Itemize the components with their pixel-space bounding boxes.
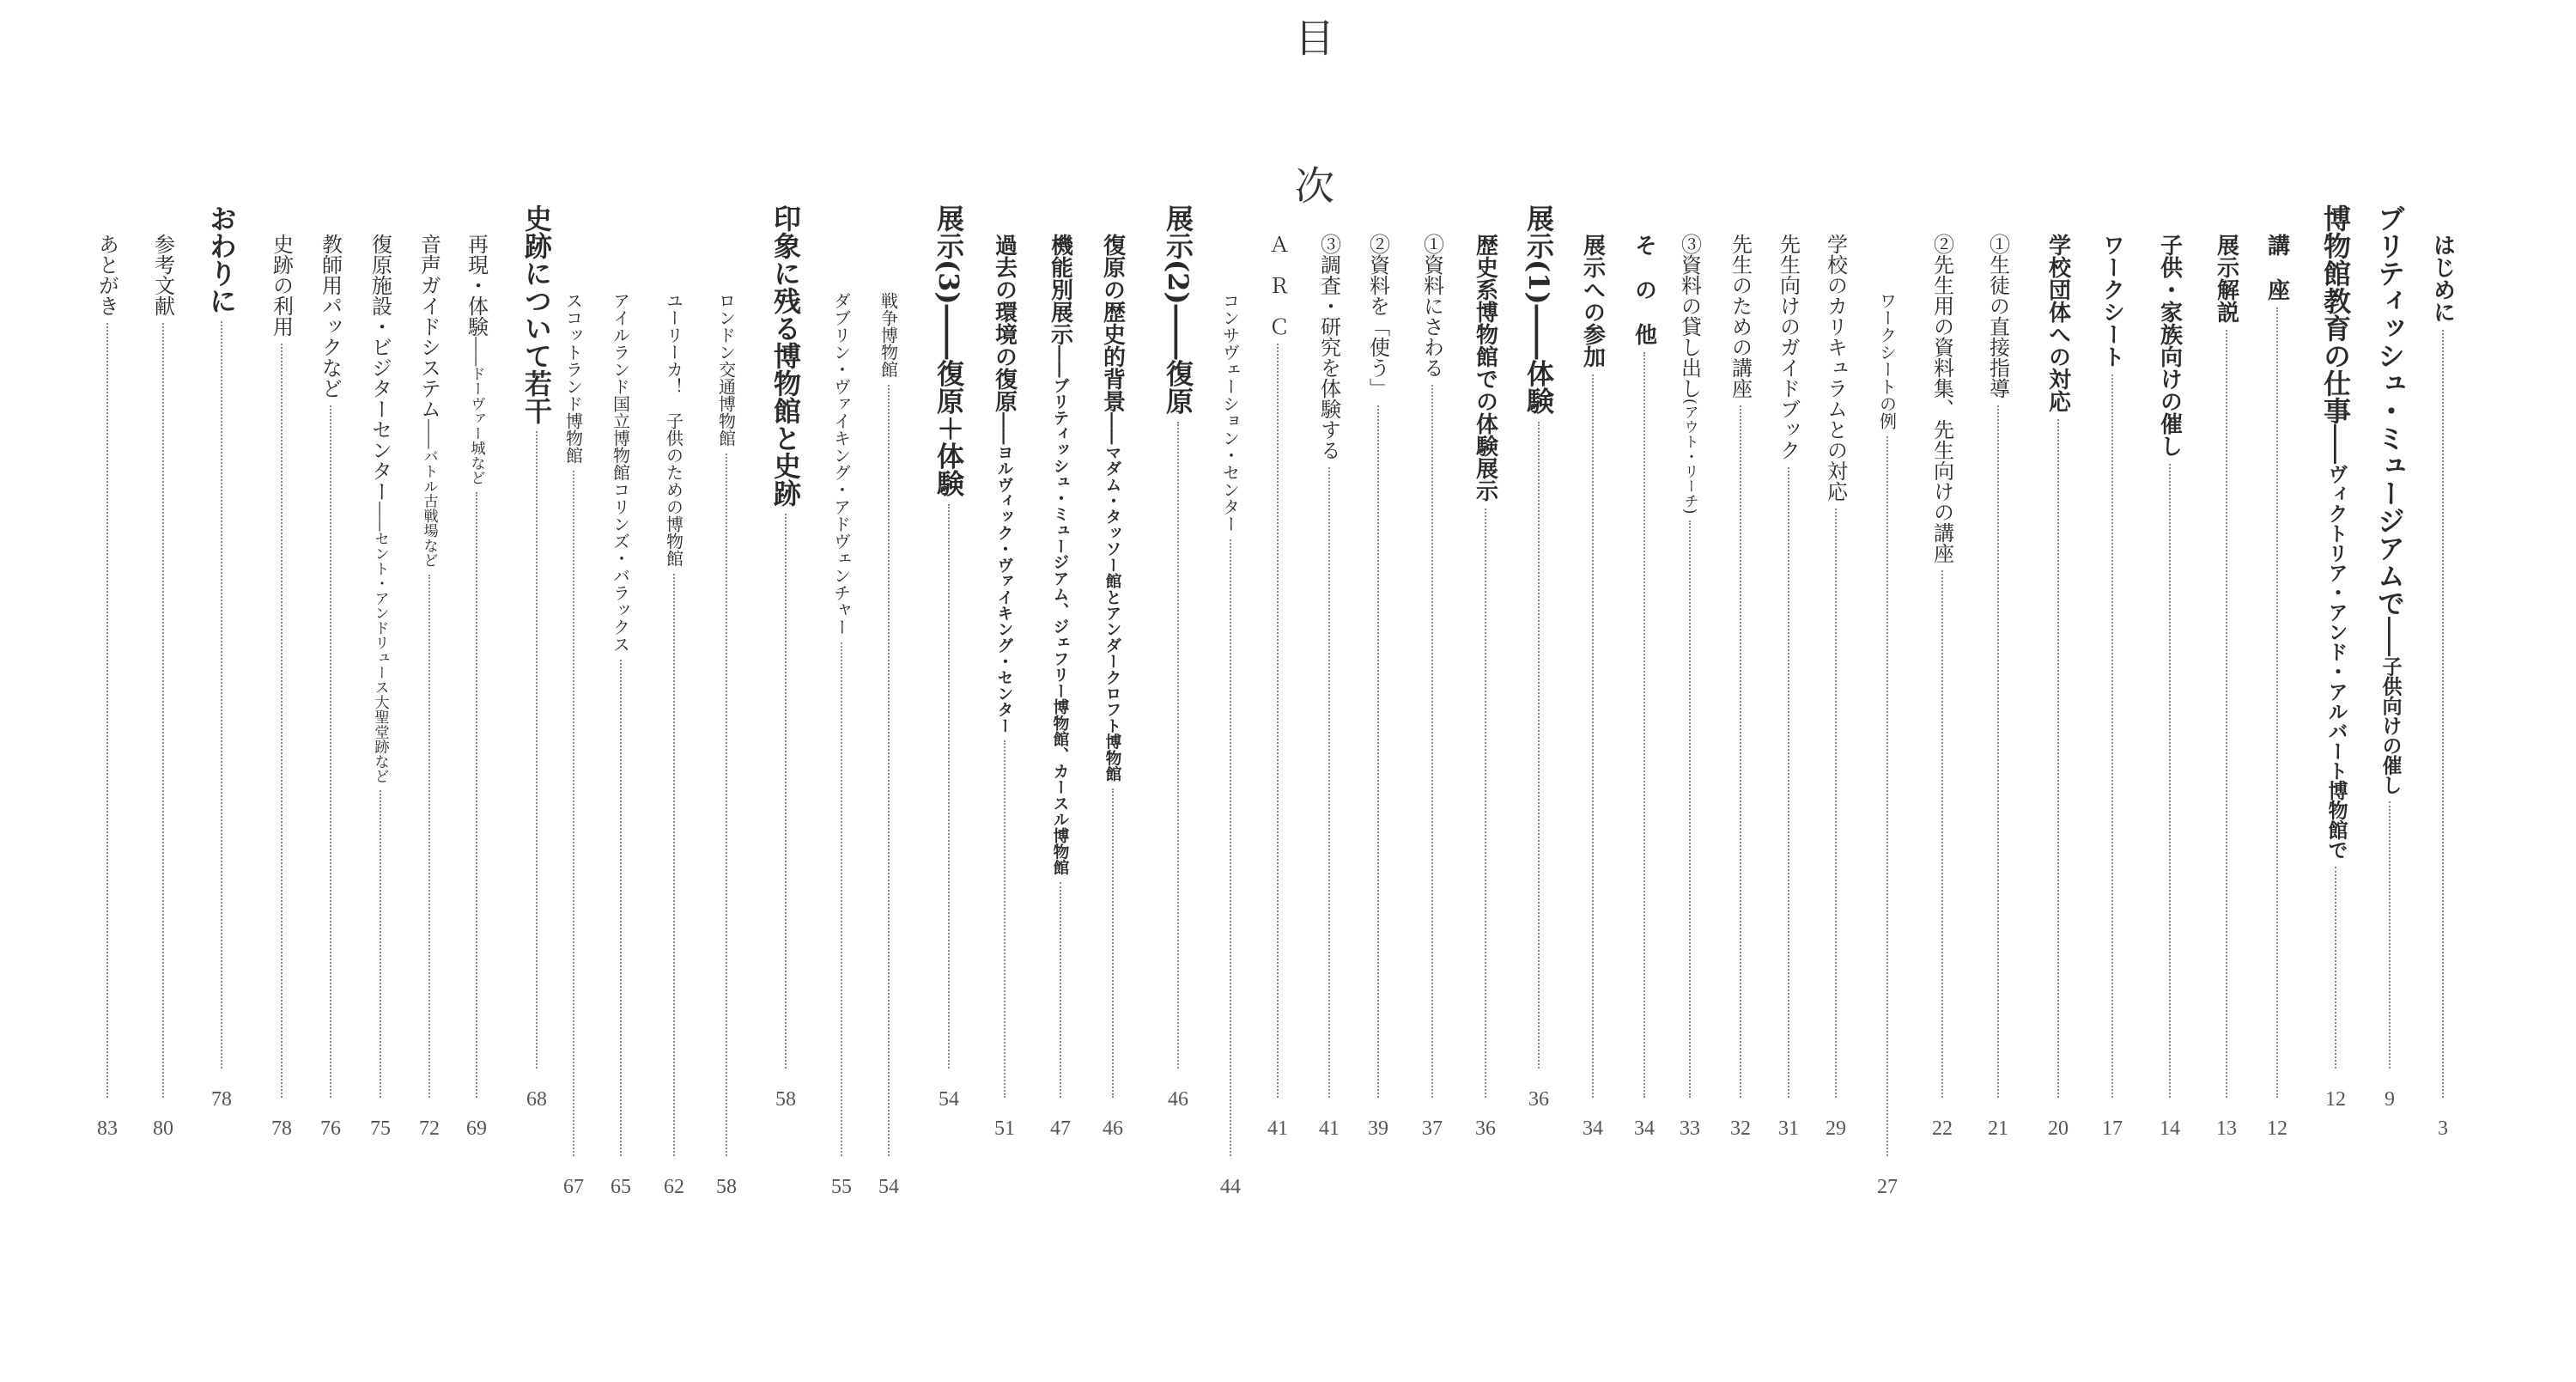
toc-leader-dots (573, 471, 574, 1156)
toc-entry (701, 292, 752, 1202)
toc-page-number: 29 (1826, 1117, 1846, 1140)
toc-page-number: 22 (1932, 1117, 1953, 1140)
toc-leader-dots (1328, 467, 1330, 1098)
toc-leader-dots (2057, 419, 2059, 1098)
toc-leader-dots (1112, 788, 1114, 1098)
toc-page-number: 58 (775, 1088, 796, 1111)
toc-leader-dots (2111, 374, 2113, 1098)
toc-page-number: 3 (2438, 1117, 2448, 1140)
toc-entry-title: ③調査・研究を体験する (1316, 234, 1341, 460)
toc-entry-title: 教師用パックなど (318, 234, 343, 399)
toc-page-number: 34 (1634, 1117, 1655, 1140)
toc-page-number: 80 (153, 1117, 173, 1140)
toc-entry-title: 復原の歴史的背景 (1099, 234, 1126, 412)
toc-entry-subtitle: ――ヨルヴィック・ヴァイキング・センター (994, 412, 1014, 734)
toc-entry (1664, 234, 1716, 1144)
toc-leader-dots (476, 492, 477, 1098)
toc-entry-title: ②資料を「使う」 (1365, 234, 1390, 399)
toc-leader-dots (785, 514, 787, 1068)
toc-leader-dots (2276, 307, 2278, 1098)
toc-entry (404, 234, 455, 1144)
toc-entry-title: 戦争博物館 (878, 292, 899, 378)
toc-entry-line (1097, 234, 1129, 1105)
toc-entry (2032, 234, 2084, 1144)
toc-page-number: 12 (2267, 1117, 2287, 1140)
toc-entry (979, 234, 1030, 1144)
toc-entry-line (1928, 234, 1958, 1105)
toc-entry (760, 204, 811, 1115)
toc-leader-dots (1060, 882, 1061, 1098)
toc-entry-title: 展示(3)――復原＋体験 (933, 204, 965, 497)
toc-entry-line (1158, 204, 1198, 1075)
toc-leader-dots (620, 660, 622, 1156)
toc-entry-title: おわりに (205, 204, 238, 314)
toc-entry-line (1315, 234, 1345, 1105)
toc-page-number: 12 (2325, 1088, 2346, 1111)
toc-entry (816, 292, 867, 1202)
toc-page-number: 46 (1103, 1117, 1123, 1140)
toc-entry (1205, 292, 1256, 1202)
toc-entry-line (662, 292, 687, 1163)
toc-leader-dots (726, 454, 727, 1156)
toc-page-number: 41 (1267, 1117, 1288, 1140)
toc-page-number: 54 (939, 1088, 959, 1111)
toc-leader-dots (106, 323, 108, 1098)
toc-entry-title: 先生向けのガイドブック (1776, 234, 1801, 460)
toc-entry-line (517, 204, 556, 1075)
toc-entry-line (1726, 234, 1756, 1105)
toc-entry (1352, 234, 1404, 1144)
toc-entry-line (1774, 234, 1804, 1105)
toc-entry-line (1821, 234, 1851, 1105)
toc-entry-title: 音声ガイドシステム (416, 234, 441, 419)
toc-page-number: 55 (831, 1176, 852, 1198)
toc-entry-line (316, 234, 346, 1105)
toc-entry-subtitle: (アウト・リーチ) (1680, 399, 1698, 514)
toc-leader-dots (1689, 521, 1691, 1098)
toc-entry (2364, 204, 2415, 1115)
toc-leader-dots (1592, 374, 1594, 1098)
toc-leader-dots (2389, 801, 2391, 1068)
toc-entry-line (829, 292, 854, 1163)
toc-page-number: 39 (1368, 1117, 1388, 1140)
toc-entry-line (1364, 234, 1394, 1105)
toc-entry (511, 204, 562, 1115)
toc-entry (305, 234, 356, 1144)
toc-entry-title: アイルランド国立博物館コリンズ・バラックス (610, 292, 631, 653)
toc-entry-title: 参考文献 (150, 234, 175, 316)
toc-leader-dots (2335, 867, 2336, 1068)
toc-entry-line (462, 234, 492, 1105)
toc-entry-line (149, 234, 179, 1105)
toc-page-number: 34 (1583, 1117, 1603, 1140)
toc-entry-line (1577, 234, 1609, 1105)
toc-entry-title: ①生徒の直接指導 (1985, 234, 2010, 399)
toc-leader-dots (2169, 464, 2171, 1098)
toc-entry-line (2043, 234, 2075, 1105)
toc-entry (648, 292, 700, 1202)
toc-page-number: 69 (466, 1117, 487, 1140)
toc-entry-title: 歴史系博物館での体験展示 (1472, 234, 1498, 502)
toc-leader-dots (2442, 330, 2444, 1098)
toc-page-number: 83 (97, 1117, 118, 1140)
toc-entry-title: 再現・体験 (464, 234, 489, 337)
toc-page-number: 68 (526, 1088, 547, 1111)
toc-leader-dots (1377, 405, 1379, 1098)
toc-page-number: 47 (1050, 1117, 1071, 1140)
toc-entry (2251, 234, 2303, 1144)
toc-entry (1152, 204, 1204, 1115)
toc-leader-dots (1431, 385, 1433, 1098)
toc-entry (923, 204, 975, 1115)
toc-leader-dots (380, 790, 381, 1098)
toc-entry-line (1218, 292, 1243, 1163)
toc-entry-line (1263, 234, 1293, 1105)
toc-page-number: 20 (2048, 1117, 2069, 1140)
toc-leader-dots (841, 642, 842, 1156)
toc-page-number: 67 (563, 1176, 584, 1198)
toc-entry-line (2262, 234, 2293, 1105)
toc-entry-subtitle: ――ブリティッシュ・ミュージアム、ジェフリー博物館、カースル博物館 (1050, 345, 1070, 876)
toc-entry-title: ①資料にさわる (1419, 234, 1444, 378)
toc-leader-dots (428, 575, 430, 1098)
toc-page-number: 51 (994, 1117, 1015, 1140)
toc-entry (1972, 234, 2024, 1144)
toc-leader-dots (1177, 422, 1179, 1068)
toc-entry-title: 展示への参加 (1579, 234, 1606, 368)
toc-entry-subtitle: ――セント・アンドリュース大聖堂跡など (371, 502, 389, 784)
toc-entry-subtitle: ――子供向けの催し (2379, 617, 2402, 795)
toc-entry-line (562, 292, 586, 1163)
toc-entry (1763, 234, 1814, 1144)
toc-entry-line (1629, 234, 1661, 1105)
toc-leader-dots (281, 344, 283, 1098)
toc-entry-title: 学校のカリキュラムとの対応 (1823, 234, 1848, 502)
toc-entry-title: ブリティッシュ・ミュージアムで (2373, 204, 2406, 617)
toc-entry (196, 204, 247, 1115)
toc-page-number: 72 (419, 1117, 440, 1140)
toc-entry-title: 史跡について若干 (520, 204, 553, 424)
toc-entry-line (267, 234, 297, 1105)
toc-leader-dots (2226, 330, 2227, 1098)
toc-page-number: 21 (1988, 1117, 2008, 1140)
toc-page-number: 54 (878, 1176, 899, 1198)
toc-entry-line (989, 234, 1021, 1105)
toc-page-number: 41 (1319, 1117, 1340, 1140)
toc-entry-title: ワークシート (2099, 234, 2125, 368)
toc-entry (256, 234, 307, 1144)
toc-entry-title: スコットランド博物館 (562, 292, 584, 464)
toc-leader-dots (536, 431, 538, 1068)
toc-entry-title: 子供・家族向けの催し (2156, 234, 2183, 457)
toc-page-number: 32 (1730, 1117, 1751, 1140)
toc-entry-title: ②先生用の資料集、先生向けの講座 (1929, 234, 1954, 563)
toc-entry-line (2097, 234, 2129, 1105)
toc-entry-title: あとがき (94, 234, 119, 316)
toc-leader-dots (1886, 436, 1888, 1156)
toc-entry (1406, 234, 1458, 1144)
toc-entry-line (1045, 234, 1077, 1105)
toc-page-number: 78 (211, 1088, 232, 1111)
toc-entry-title: そ の 他 (1631, 234, 1657, 345)
toc-leader-dots (1941, 570, 1943, 1098)
toc-entry (2310, 204, 2361, 1115)
toc-entry-title: 展示(2)――復原 (1162, 204, 1194, 415)
toc-entry-title: ダブリン・ヴァイキング・アドヴェンチャー (830, 292, 852, 636)
toc-page-number: 27 (1877, 1176, 1898, 1198)
toc-leader-dots (1277, 344, 1279, 1098)
toc-entry-subtitle: ――マダム・タッソー館とアンダークロフト博物館 (1103, 412, 1122, 782)
toc-entry-line (2211, 234, 2243, 1105)
toc-entry (1513, 204, 1564, 1115)
toc-entry-line (929, 204, 969, 1075)
toc-leader-dots (673, 574, 675, 1156)
toc-entry-line (2427, 234, 2459, 1105)
toc-entry (2201, 234, 2252, 1144)
toc-page-number: 65 (611, 1176, 631, 1198)
toc-entry (1917, 234, 1968, 1144)
toc-entry (1252, 234, 1303, 1144)
toc-page-number: 76 (320, 1117, 341, 1140)
toc-entry (1303, 234, 1355, 1144)
toc-entry-title: 展示解説 (2213, 234, 2239, 323)
toc-entry (451, 234, 502, 1144)
toc-page-number: 75 (370, 1117, 391, 1140)
toc-page-number: 58 (716, 1176, 737, 1198)
toc-leader-dots (330, 405, 331, 1098)
toc-entry-subtitle: ――バトル古戦場など (420, 419, 438, 568)
toc-page-number: 46 (1168, 1088, 1188, 1111)
toc-entry-line (1418, 234, 1448, 1105)
toc-entry (863, 292, 914, 1202)
toc-entry-line (2154, 234, 2186, 1105)
toc-entry-line (366, 234, 396, 1105)
toc-leader-dots (1485, 508, 1486, 1098)
toc-leader-dots (948, 504, 950, 1068)
toc-page-number: 62 (664, 1176, 684, 1198)
toc-entry-title: 印象に残る博物館と史跡 (769, 204, 802, 507)
toc-entry-title: 過去の環境の復原 (991, 234, 1018, 412)
toc-entry-title: 学校団体への対応 (2044, 234, 2071, 412)
toc-entry (2417, 234, 2469, 1144)
toc-entry-line (714, 292, 739, 1163)
toc-entry (2087, 234, 2138, 1144)
toc-entry-line (766, 204, 805, 1075)
toc-leader-dots (1835, 508, 1837, 1098)
toc-entry-title: ③資料の貸し出し (1677, 234, 1702, 399)
toc-entry-line (1875, 292, 1900, 1163)
toc-page-number: 13 (2216, 1117, 2237, 1140)
toc-entry-title: 復原施設・ビジターセンター (368, 234, 392, 502)
toc-entry-title: はじめに (2429, 234, 2456, 323)
toc-entry (1567, 234, 1619, 1144)
toc-entry-title: 史跡の利用 (269, 234, 294, 337)
toc-entry-title: 先生のための講座 (1728, 234, 1753, 399)
toc-entry-title: 博物館教育の仕事 (2319, 204, 2352, 424)
toc-page-number: 44 (1220, 1176, 1241, 1198)
toc-leader-dots (1643, 352, 1645, 1098)
toc-page-number: 36 (1475, 1117, 1496, 1140)
toc-entry (1619, 234, 1670, 1144)
toc-entry-subtitle: ――ドーヴァー城など (467, 337, 485, 485)
toc-leader-dots (1740, 405, 1741, 1098)
toc-entry (595, 292, 647, 1202)
toc-entry (82, 234, 133, 1144)
toc-entry-title: ロンドン交通博物館 (715, 292, 737, 447)
toc-page-number: 37 (1422, 1117, 1443, 1140)
toc-leader-dots (1004, 740, 1005, 1098)
toc-page-number: 78 (271, 1117, 292, 1140)
toc-leader-dots (1788, 467, 1789, 1098)
toc-entry (1715, 234, 1766, 1144)
toc-page-number: 31 (1778, 1117, 1799, 1140)
toc-page-number: 9 (2385, 1088, 2395, 1111)
toc-leader-dots (888, 385, 890, 1156)
toc-leader-dots (1230, 539, 1231, 1156)
toc-leader-dots (221, 321, 222, 1068)
toc-entry-title: 機能別展示 (1047, 234, 1073, 345)
toc-entry-title: Ａ Ｒ Ｃ (1265, 234, 1290, 337)
toc-entry-line (1470, 234, 1502, 1105)
toc-entry-title: ユーリーカ！ 子供のための博物館 (663, 292, 684, 567)
toc-entry-line (2370, 204, 2409, 1075)
toc-entry-line (1675, 234, 1705, 1105)
toc-entry-title: 展示(1)――体験 (1522, 204, 1555, 415)
toc-entry-line (609, 292, 634, 1163)
toc-entry-line (415, 234, 445, 1105)
toc-page-number: 36 (1528, 1088, 1549, 1111)
toc-entry (1862, 292, 1913, 1202)
toc-page-number: 14 (2160, 1117, 2180, 1140)
toc-entry (137, 234, 189, 1144)
toc-entry (2144, 234, 2196, 1144)
toc-entry-title: ワークシートの例 (1876, 292, 1898, 429)
toc-entry-line (1984, 234, 2014, 1105)
toc-leader-dots (162, 323, 164, 1098)
toc-leader-dots (1997, 405, 1999, 1098)
toc-entry-title: 講 座 (2263, 234, 2290, 301)
toc-page-number: 17 (2102, 1117, 2123, 1140)
toc-entry-line (2316, 204, 2355, 1075)
toc-entry (1810, 234, 1862, 1144)
toc-page-number: 33 (1680, 1117, 1700, 1140)
toc-entry (1087, 234, 1139, 1144)
toc-entry (1035, 234, 1086, 1144)
toc-entry (355, 234, 406, 1144)
toc-entry-line (202, 204, 241, 1075)
toc-leader-dots (1538, 422, 1540, 1068)
toc-heading: 目 次 (1289, 17, 1335, 239)
toc-entry-line (877, 292, 902, 1163)
toc-entry-subtitle: ――ヴィクトリア・アンド・アルバート博物館で (2324, 424, 2348, 860)
toc-entry-line (1519, 204, 1558, 1075)
toc-entry-line (93, 234, 123, 1105)
toc-entry (1460, 234, 1511, 1144)
toc-entry-title: コンサヴェーション・センター (1219, 292, 1241, 533)
